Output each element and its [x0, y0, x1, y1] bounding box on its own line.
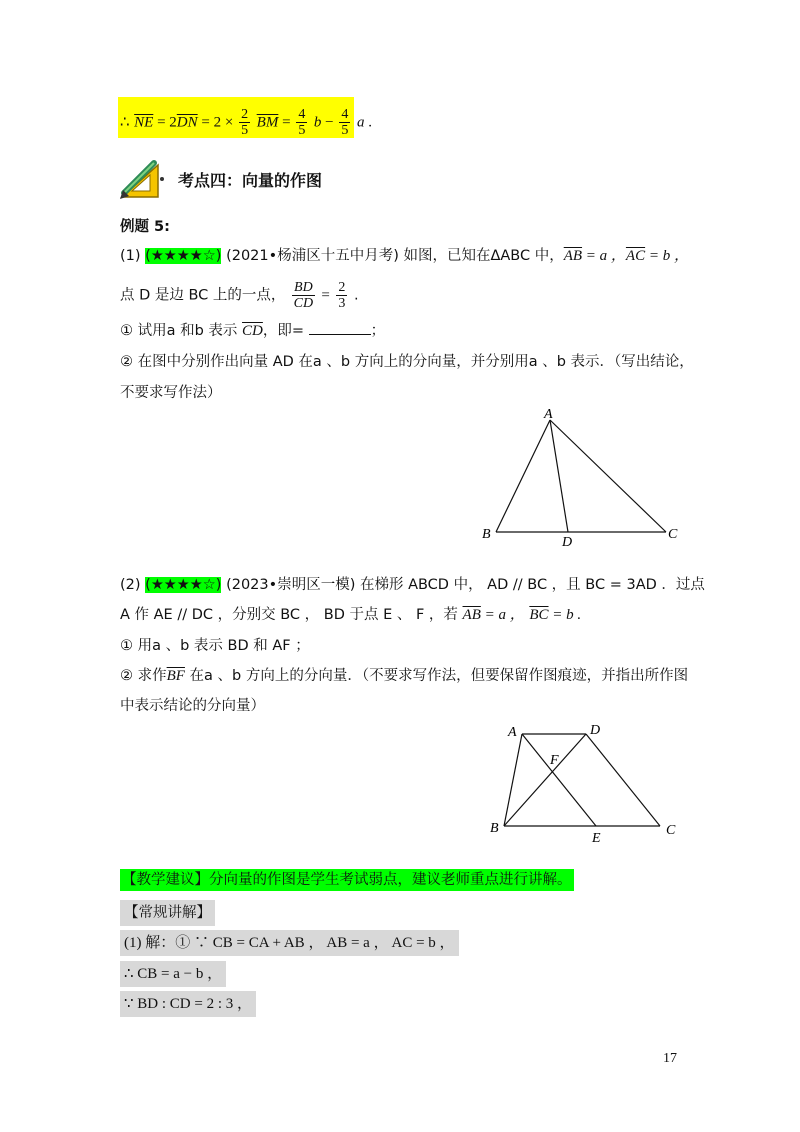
- label-a: A: [544, 407, 553, 422]
- q1-sub2-cont: 不要求写作法）: [120, 385, 222, 401]
- teaching-advice: 【教学建议】分向量的作图是学生考试弱点，建议老师重点进行讲解。: [120, 869, 574, 891]
- label-d: D: [562, 535, 573, 550]
- segment-ae: [522, 734, 596, 826]
- trapezoid-figure: [478, 716, 688, 846]
- question-text: ，即=: [262, 323, 305, 339]
- fraction: [292, 280, 315, 311]
- question-number: (1): [120, 248, 141, 264]
- answer-blank[interactable]: [309, 320, 371, 335]
- solution-line-3: ∵ BD : CD = 2 : 3 ，: [120, 991, 256, 1017]
- question-text: 在a 、b 方向上的分向量．（不要求写作法，但要保留作图痕迹，并指出所作图: [184, 668, 689, 684]
- numerator: 2: [241, 107, 249, 122]
- label-c: C: [668, 527, 678, 542]
- fraction: [336, 280, 347, 311]
- vector-b: b: [313, 114, 322, 131]
- fraction: [239, 107, 250, 138]
- solution-line-2: ∴ CB = a − b ，: [120, 961, 226, 987]
- q2-sub2: [120, 665, 688, 687]
- formula-text: −: [321, 114, 338, 131]
- q2-line2: [120, 604, 581, 626]
- formula-conclusion: [120, 107, 372, 138]
- formula-text: .: [364, 114, 372, 131]
- q1-line1: [120, 245, 689, 267]
- formula-text: = 2 ×: [197, 114, 238, 131]
- denominator: 5: [241, 123, 249, 138]
- formula-text: = a ，: [582, 248, 626, 264]
- difficulty-stars: (★★★★☆): [145, 248, 222, 264]
- question-text: ；: [370, 323, 386, 339]
- numerator: 4: [341, 107, 349, 122]
- q1-line2: 点 D 是边 BC 上的一点， $\frac{BD}{CD}$ = $\frac{2}{3}$ .: [120, 280, 359, 311]
- formula-text: = b .: [548, 607, 582, 623]
- label-e: E: [592, 831, 601, 846]
- denominator: 3: [338, 296, 346, 311]
- label-b: B: [490, 821, 499, 836]
- page-number: 17: [663, 1051, 677, 1066]
- solution-line-1: (1) 解：① ∵ CB = CA + AB ， AB = a ， AC = b ，: [120, 930, 459, 956]
- vector-bm: $\overline{BM}$: [256, 114, 279, 131]
- vector-ne: $\overline{NE}$: [134, 114, 154, 131]
- label-f: F: [550, 753, 559, 768]
- difficulty-stars: (★★★★☆): [145, 577, 222, 593]
- side-ab: [504, 734, 522, 826]
- q2-sub2-cont: 中表示结论的分向量）: [120, 698, 265, 714]
- numerator: 4: [298, 107, 306, 122]
- question-text: ① 试用a 和b 表示: [120, 323, 238, 339]
- segment-bd: [504, 734, 586, 826]
- side-dc: [586, 734, 660, 826]
- question-text: (2021•杨浦区十五中月考) 如图，已知在ΔABC 中，: [226, 248, 564, 264]
- question-text: .: [349, 287, 359, 304]
- question-text: 点 D 是边 BC 上的一点，: [120, 287, 286, 304]
- segment-ad: [550, 420, 568, 532]
- example-label: 例题 5:: [120, 219, 170, 235]
- side-ab: [496, 420, 550, 532]
- label-a: A: [508, 725, 517, 740]
- formula-text: = 2: [153, 114, 177, 131]
- section-title: 考点四：向量的作图: [178, 171, 323, 190]
- q1-sub1: [120, 320, 385, 342]
- q2-line1: [120, 574, 705, 596]
- denominator: 5: [341, 123, 349, 138]
- vector-ab: $\overline{AB}$: [563, 248, 583, 264]
- denominator: CD: [293, 296, 314, 311]
- formula-text: =: [278, 114, 295, 131]
- vector-ac: $\overline{AC}$: [625, 248, 646, 264]
- numerator: BD: [294, 280, 313, 295]
- numerator: 2: [338, 280, 346, 295]
- triangle-figure: [470, 400, 690, 550]
- formula-text: = b ，: [645, 248, 689, 264]
- question-text: A 作 AE // DC ，分别交 BC ， BD 于点 E 、 F ，若: [120, 607, 458, 623]
- label-d: D: [590, 723, 601, 738]
- vector-cd: $\overline{CD}$: [242, 323, 263, 339]
- fraction: [339, 107, 350, 138]
- vector-ab: $\overline{AB}$: [462, 607, 481, 623]
- fraction: [296, 107, 307, 138]
- q2-sub1: ① 用a 、b 表示 BD 和 AF ；: [120, 638, 310, 654]
- side-ac: [550, 420, 666, 532]
- vector-bf: $\overline{BF}$: [166, 668, 185, 684]
- vector-bc: $\overline{BC}$: [529, 607, 549, 623]
- q1-sub2: ② 在图中分别作出向量 AD 在a 、b 方向上的分向量，并分别用a 、b 表示．（写出结论，: [120, 354, 694, 370]
- therefore-symbol: ∴: [120, 114, 130, 131]
- question-text: ② 求作: [120, 668, 167, 684]
- vector-dn: $\overline{DN}$: [176, 114, 198, 131]
- lecture-title: 【常规讲解】: [120, 900, 215, 926]
- vector-a: a: [357, 114, 365, 131]
- formula-text: = a ，: [480, 607, 525, 623]
- question-text: (2023•崇明区一模) 在梯形 ABCD 中， AD // BC ，且 BC = 3AD ．过点: [226, 577, 705, 593]
- label-b: B: [482, 527, 491, 542]
- ruler-pencil-icon: [118, 157, 168, 201]
- denominator: 5: [298, 123, 306, 138]
- label-c: C: [666, 823, 676, 838]
- question-number: (2): [120, 577, 141, 593]
